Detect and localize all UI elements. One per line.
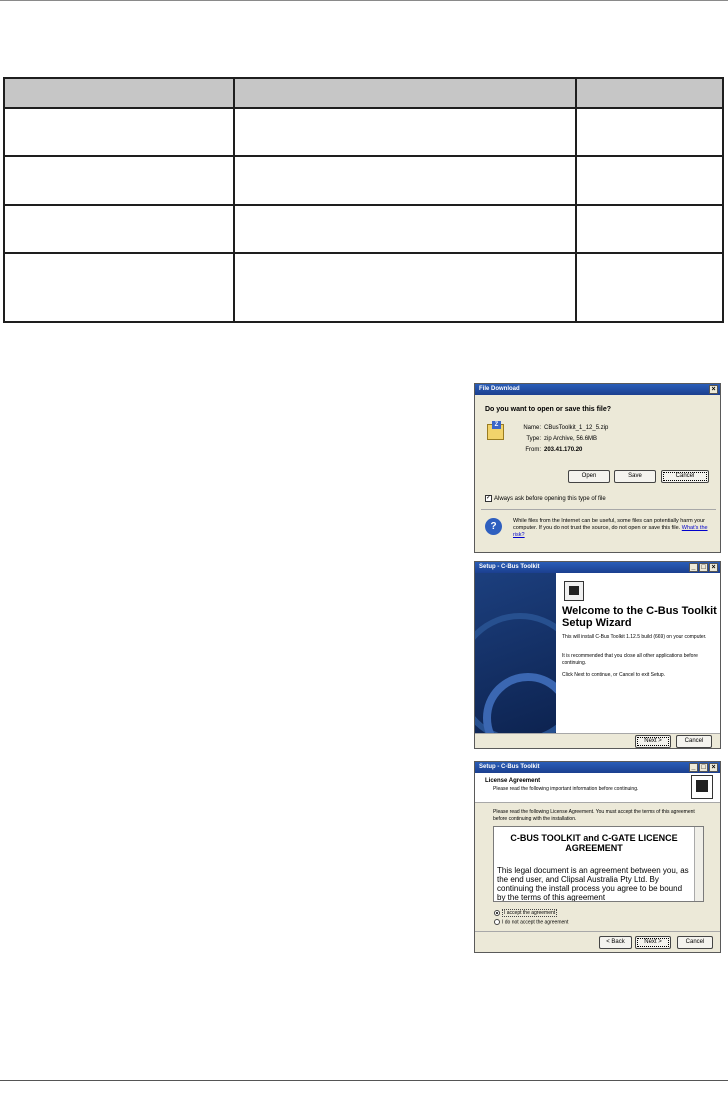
accept-label: I accept the agreement (504, 910, 556, 917)
specification-table (3, 77, 724, 323)
top-rule (0, 0, 728, 1)
accept-radio[interactable] (494, 910, 557, 916)
setup-welcome-dialog (474, 561, 721, 749)
open-button[interactable]: Open (568, 470, 610, 483)
next-button[interactable]: Next > (635, 936, 671, 949)
file-from-row: From: 203.41.170.20 (525, 447, 583, 453)
back-button[interactable]: < Back (599, 936, 632, 949)
wizard-paragraph: It is recommended that you close all other applications before continuing. (562, 653, 698, 666)
close-icon[interactable]: × (709, 563, 718, 572)
table-row (4, 108, 723, 156)
setup-license-titlebar (475, 762, 720, 773)
cancel-button[interactable]: Cancel (677, 936, 713, 949)
zip-file-icon: Z (487, 424, 504, 440)
whats-the-risk-link[interactable]: What's the risk? (513, 525, 708, 538)
table-cell (234, 253, 576, 322)
checkbox-checked-icon[interactable]: ✓ (486, 495, 492, 501)
table-cell (4, 108, 234, 156)
table-cell (234, 205, 576, 253)
license-body: This legal document is an agreement between you, as the end user, and Clipsal Australia Pty Ltd. By continuing the install process you agree to be bound by the terms of this agreement (497, 866, 689, 902)
bottom-rule (0, 1080, 728, 1081)
radio-selected-icon[interactable] (494, 910, 500, 916)
cancel-button[interactable]: Cancel (661, 470, 709, 483)
save-button[interactable]: Save (614, 470, 656, 483)
table-header-cell (576, 78, 723, 108)
table-cell (234, 156, 576, 205)
table-row (4, 156, 723, 205)
file-download-title: File Download (479, 386, 520, 392)
wizard-content-panel (556, 573, 721, 733)
license-intro: Please read the following License Agreement. You must accept the terms of this agreement before continuing with the installation. (493, 809, 695, 822)
setup-license-dialog (474, 761, 721, 953)
divider (475, 931, 721, 932)
table-cell (4, 253, 234, 322)
setup-license-title: Setup - C-Bus Toolkit (479, 764, 540, 770)
close-icon[interactable]: × (709, 763, 718, 772)
wizard-paragraph: Click Next to continue, or Cancel to exit Setup. (562, 672, 666, 678)
maximize-icon[interactable]: □ (699, 563, 708, 572)
table-cell (4, 205, 234, 253)
license-header (475, 773, 721, 803)
file-download-titlebar (475, 384, 720, 395)
table-header-cell (4, 78, 234, 108)
decline-radio[interactable] (494, 919, 568, 925)
file-type-row: Type: zip Archive, 56.6MB (526, 436, 598, 442)
license-section-subtitle: Please read the following important information before continuing. (493, 786, 639, 792)
cancel-button[interactable]: Cancel (676, 735, 712, 748)
table-cell (234, 108, 576, 156)
license-section-title: License Agreement (485, 778, 541, 784)
divider (481, 509, 716, 510)
security-warning: While files from the Internet can be useful, some files can potentially harm your computer. If you do not trust the source, do not open or save this file. What's the risk? (513, 518, 708, 538)
table-cell (576, 205, 723, 253)
setup-computer-icon (691, 775, 713, 799)
divider (475, 733, 721, 734)
file-type-value: zip Archive, 56.6MB (544, 436, 598, 442)
setup-welcome-title: Setup - C-Bus Toolkit (479, 564, 540, 570)
license-title: C-BUS TOOLKIT and C-GATE LICENCE AGREEMENT (510, 833, 678, 853)
table-row (4, 253, 723, 322)
shield-question-icon: ? (485, 518, 502, 535)
license-scrollbar[interactable] (694, 827, 703, 902)
file-from-value: 203.41.170.20 (544, 447, 583, 453)
wizard-banner-image (475, 573, 556, 733)
table-cell (576, 156, 723, 205)
file-download-dialog (474, 383, 721, 553)
setup-computer-icon (564, 581, 584, 601)
always-ask-checkbox[interactable] (485, 495, 606, 502)
minimize-icon[interactable]: _ (689, 763, 698, 772)
table-row (4, 205, 723, 253)
table-cell (4, 156, 234, 205)
table-header-cell (234, 78, 576, 108)
next-button[interactable]: Next > (635, 735, 671, 748)
setup-welcome-titlebar (475, 562, 720, 573)
table-header-row (4, 78, 723, 108)
file-name-value: CBusToolkit_1_12_5.zip (544, 425, 609, 431)
radio-unselected-icon[interactable] (494, 919, 500, 925)
wizard-paragraph: This will install C-Bus Toolkit 1.12.5 build (669) on your computer. (562, 634, 707, 640)
always-ask-label: Always ask before opening this type of file (494, 496, 606, 503)
minimize-icon[interactable]: _ (689, 563, 698, 572)
wizard-heading: Welcome to the C-Bus Toolkit Setup Wizard (562, 605, 717, 629)
close-icon[interactable]: × (709, 385, 718, 394)
decline-label: I do not accept the agreement (502, 919, 569, 926)
license-textbox[interactable] (493, 826, 704, 902)
maximize-icon[interactable]: □ (699, 763, 708, 772)
table-cell (576, 108, 723, 156)
table-cell (576, 253, 723, 322)
file-download-heading: Do you want to open or save this file? (485, 406, 612, 413)
file-name-row: Name: CBusToolkit_1_12_5.zip (523, 425, 609, 431)
